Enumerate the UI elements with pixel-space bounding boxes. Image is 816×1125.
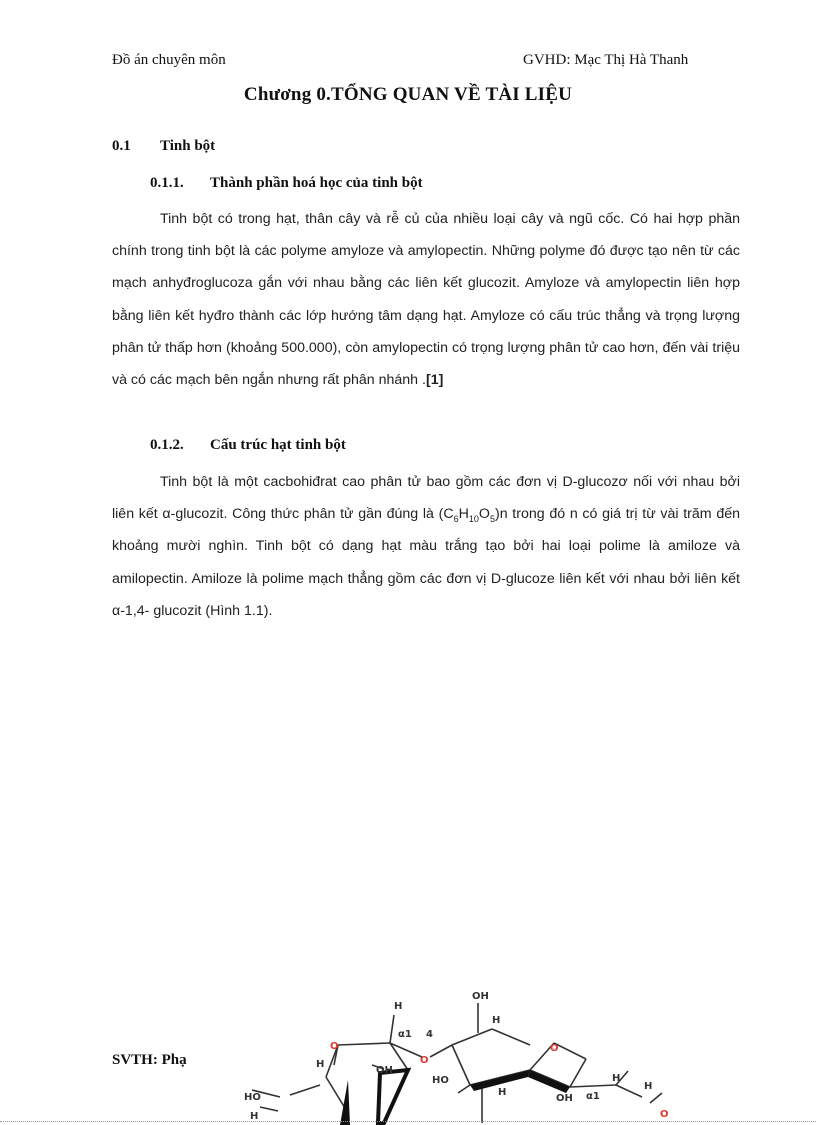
header-right: GVHD: Mạc Thị Hà Thanh [523,52,689,68]
figure-label-h-2: H [316,1059,325,1070]
figure-label-ho-2: HO [432,1075,449,1086]
subsection-number-1: 0.1.1. [150,175,184,191]
paragraph-composition-text: Tinh bột có trong hạt, thân cây và rễ củ của nhiều loại cây và ngũ cốc. Có hai hợp phần chính trong tinh bột là các polyme amyloze và amylopectin. Những polyme đó được tạo nên từ các mạch anhyđroglucoza gắn với nhau bằng các liên kết glucozit. Amyloze và amylopectin liên hợp bằng liên kết hyđro thành các lớp hướng tâm dạng hạt. Amyloze có cấu trúc thẳng và trọng lượng phân tử thấp hơn (khoảng 500.000), còn amylopectin có trọng lượng phân tử cao hơn, đến vài triệu và có các mạch bên ngắn nhưng rất phân nhánh . [112,211,740,389]
section-title: Tinh bột [160,138,216,154]
header-left: Đồ án chuyên môn [112,52,226,68]
figure-label-alpha1-2: α1 [586,1091,600,1102]
subscript-o: 5 [489,514,495,525]
citation-ref: [1] [425,372,444,389]
subscript-h: 10 [468,514,479,525]
amylose-structure-figure [230,985,680,1125]
figure-label-o-ring-2: O [550,1043,559,1054]
figure-label-o-link-2: O [660,1109,669,1120]
structure-text-b: H [458,506,469,523]
figure-label-h-4: H [492,1015,501,1026]
figure-label-oh-2: OH [472,991,489,1002]
figure-label-ho-1: HO [244,1092,261,1103]
structure-text-a: Tinh bột là một cacbohiđrat cao phân tử bao gồm các đơn vị D-glucozơ nối với nhau bởi liên kết α-glucozit. Công thức phân tử gần đúng là (C [112,474,740,523]
figure-label-h-1: H [394,1001,403,1012]
paragraph-composition [112,203,740,396]
figure-label-oh-1: OH [376,1065,393,1076]
paragraph-structure [112,466,740,627]
figure-label-o-ring-1: O [330,1041,339,1052]
chapter-title: Chương 0.TỔNG QUAN VỀ TÀI LIỆU [243,84,573,105]
structure-text-c: O [478,506,490,523]
figure-label-h-7: H [644,1081,653,1092]
subscript-c: 6 [453,514,459,525]
figure-label-h-5: H [498,1087,507,1098]
footer-student: SVTH: Phạ [112,1052,187,1068]
figure-label-h-6: H [612,1073,621,1084]
figure-label-h-3: H [250,1111,259,1122]
figure-label-four: 4 [426,1029,433,1040]
page-bottom-divider [0,1121,816,1122]
subsection-number-2: 0.1.2. [150,437,184,453]
section-number: 0.1 [112,138,131,154]
subsection-heading-2 [150,437,346,454]
subsection-heading-1 [150,175,423,192]
figure-label-alpha1-1: α1 [398,1029,412,1040]
figure-label-o-link: O [420,1055,429,1066]
section-heading [112,138,215,155]
figure-label-oh-3: OH [556,1093,573,1104]
subsection-title-1: Thành phần hoá học của tinh bột [210,175,423,191]
subsection-title-2: Cấu trúc hạt tinh bột [210,437,346,453]
structure-text-d: )n trong đó n có giá trị từ vài trăm đến khoảng mười nghìn. Tinh bột có dạng hạt màu trắng tạo bởi hai loại polime là amiloze và amilopectin. Amiloze là polime mạch thẳng gồm các đơn vị D-glucoze liên kết với nhau bởi liên kết α-1,4- glucozit (Hình 1.1). [112,506,740,619]
